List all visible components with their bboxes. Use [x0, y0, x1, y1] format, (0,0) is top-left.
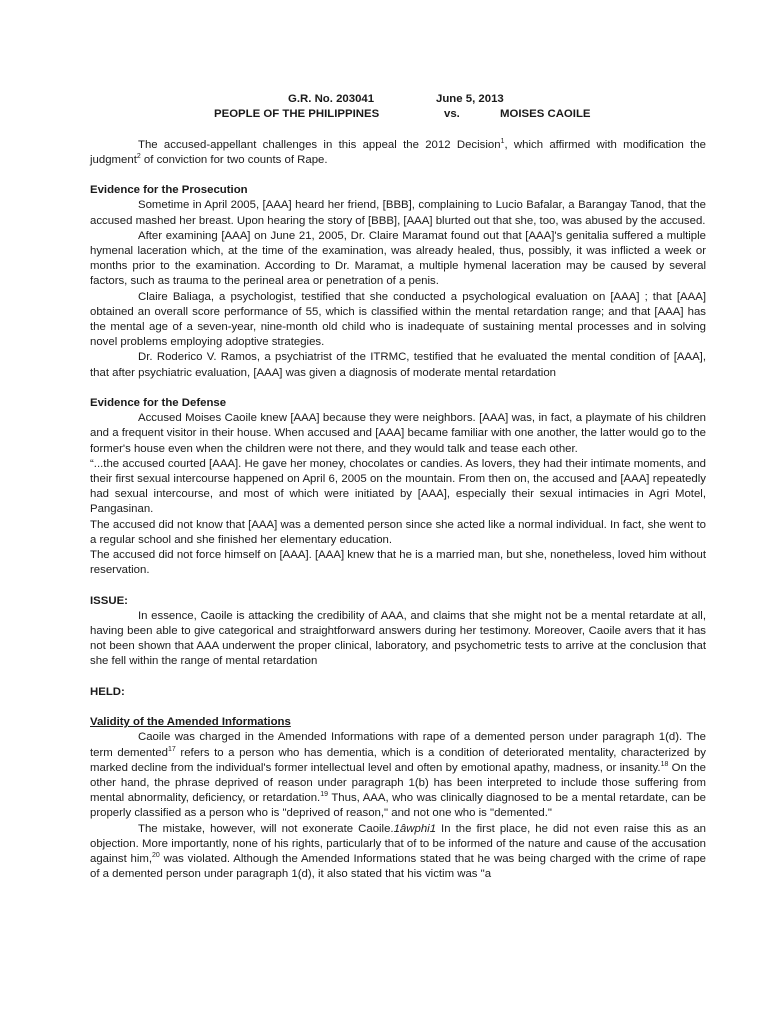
- held-paragraph-2: The mistake, however, will not exonerate Caoile.1âwphi1 In the first place, he did not even raise this as an objection. More importantly, none of his rights, particularly that of to be informed of the nature and cause of the accusation against him,$^{20}$ was violated. Although the Amended Informations stated that he was being charged with the crime of rape of a demented person under paragraph 1(d), it also stated that his victim was "a: [90, 822, 707, 881]
- held-paragraph-1: Caoile was charged in the Amended Informations with rape of a demented person under paragraph 1(d). The term demented$^{17}$ refers to a person who has dementia, which is a condition of deteriorated mentality, characterized by marked decline from the individual's former intellectual level and often by emotional apathy, madness, or insanity.$^{18}$ On the other hand, the phrase deprived of reason under paragraph 1(b) has been interpreted to include those suffering from mental abnormality, deficiency, or retardation.$^{19}$ Thus, AAA, who was clinically diagnosed to be a mental retardate, can be properly classified as a person who is "deprived of reason," and not one who is "demented.": [90, 731, 707, 820]
- footnote-ref: 2: [136, 152, 141, 160]
- party-plaintiff: PEOPLE OF THE PHILIPPINES: [214, 108, 380, 121]
- held-subheading: Validity of the Amended Informations: [90, 716, 291, 729]
- footnote-ref: 18: [660, 761, 669, 769]
- issue-paragraph: In essence, Caoile is attacking the credibility of AAA, and claims that she might not be a mental retardate at all, having been able to give categorical and straightforward answers during her testimony. Moreover, Caoile avers that it has not been shown that AAA underwent the proper clinical, laboratory, and psychometric tests to arrive at the conclusion that she fell within the range of mental retardation: [90, 609, 706, 668]
- footnote-ref: 20: [152, 852, 160, 860]
- defense-paragraph-2: “...the accused courted [AAA]. He gave her money, chocolates or candies. As lovers, they had their intimate moments, and their first sexual intercourse happened on April 6, 2005 on the mountain. From then on, the accused and [AAA] repeatedly had sexual intercourse, and most of which were initiated by [AAA], especially their sexual intimacies in Agri Motel, Pangasinan.: [90, 457, 706, 516]
- defense-paragraph-3: The accused did not know that [AAA] was a demented person since she acted like a normal individual. In fact, she went to a regular school and she finished her elementary education.: [90, 518, 706, 546]
- footnote-ref: 19: [320, 791, 328, 799]
- case-header-line-1: [90, 92, 706, 107]
- versus-label: vs.: [444, 108, 460, 121]
- footnote-ref: 17: [168, 745, 176, 753]
- decision-date: June 5, 2013: [436, 93, 504, 105]
- issue-heading: ISSUE:: [90, 594, 128, 607]
- prosecution-paragraph-1: Sometime in April 2005, [AAA] heard her friend, [BBB], complaining to Lucio Bafalar, a Barangay Tanod, that the accused mashed her breast. Upon hearing the story of [BBB], [AAA] blurted out that she, too, was abused by the accused.: [90, 199, 706, 227]
- prosecution-heading: Evidence for the Prosecution: [90, 184, 248, 197]
- intro-paragraph: The accused-appellant challenges in this appeal the 2012 Decision$^1$, which affirmed with modification the judgment$^2$ of conviction for two counts of Rape.: [90, 137, 707, 166]
- document-page: [90, 92, 706, 882]
- defense-paragraph-1: Accused Moises Caoile knew [AAA] because they were neighbors. [AAA] was, in fact, a playmate of his children and a frequent visitor in their house. When accused and [AAA] became familiar with one another, the latter would go to the former's house even when the children were not there, and they would talk and tease each other.: [90, 412, 706, 455]
- case-header-line-2: [90, 107, 706, 122]
- case-number: G.R. No. 203041: [288, 93, 375, 105]
- prosecution-paragraph-4: Dr. Roderico V. Ramos, a psychiatrist of the ITRMC, testified that he evaluated the mental condition of [AAA], that after psychiatric evaluation, [AAA] was given a diagnosis of moderate mental retardation: [90, 351, 706, 379]
- prosecution-paragraph-3: Claire Baliaga, a psychologist, testified that she conducted a psychological evaluation on [AAA] ; that [AAA] obtained an overall score performance of 55, which is classified within the mental retardation range; and that [AAA] has the mental age of a seven-year, nine-month old child who is inadequate of sustaining mental processes and in solving novel problems employing adoptive strategies.: [90, 290, 706, 349]
- defense-heading: Evidence for the Defense: [90, 396, 227, 409]
- party-accused: MOISES CAOILE: [500, 108, 591, 121]
- held-heading: HELD:: [90, 685, 125, 698]
- footnote-ref: 1: [500, 137, 505, 145]
- defense-paragraph-4: The accused did not force himself on [AAA]. [AAA] knew that he is a married man, but she, nonetheless, loved him without reservation.: [90, 549, 706, 577]
- prosecution-paragraph-2: After examining [AAA] on June 21, 2005, Dr. Claire Maramat found out that [AAA]'s genitalia suffered a multiple hymenal laceration which, at the time of the examination, was already healed, thus, possibly, it was inflicted a week or months prior to the examination. According to Dr. Maramat, a multiple hymenal laceration may be caused by several factors, such as trauma to the perineal area or penetration of a penis.: [90, 229, 706, 288]
